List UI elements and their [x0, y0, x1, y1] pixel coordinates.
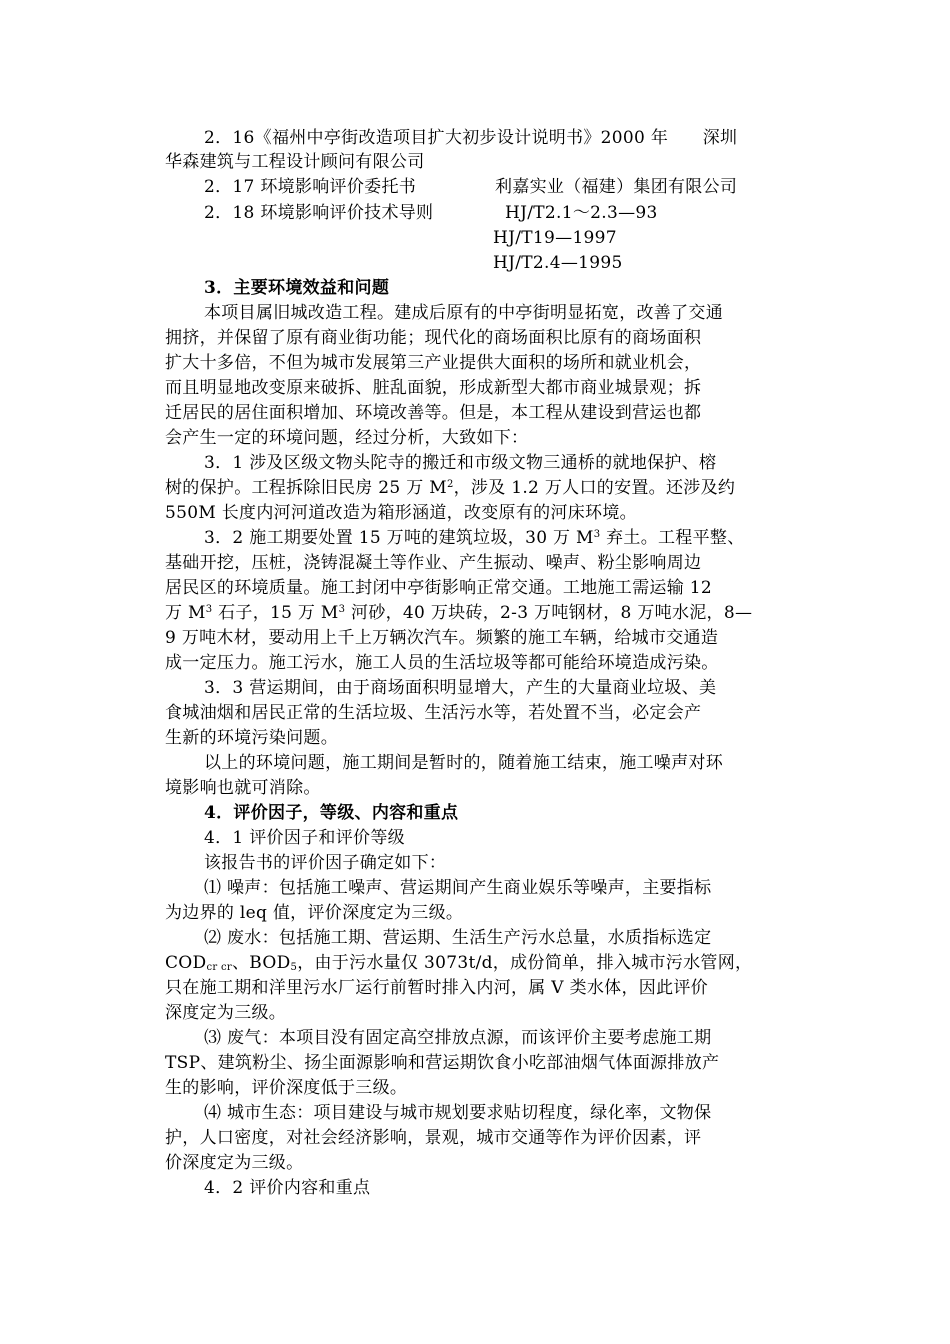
factor-eco-line1: ⑷ 城市生态：项目建设与城市规划要求贴切程度，绿化率，文物保	[204, 1103, 712, 1123]
s3-p1-line3: 扩大十多倍，不但为城市发展第三产业提供大面积的场所和就业机会，	[165, 353, 702, 373]
ref-2-18-title: 2．18 环境影响评价技术导则	[204, 203, 434, 223]
ref-2-16-line2: 华森建筑与工程设计顾问有限公司	[165, 152, 425, 172]
s3-summary-line2: 境影响也就可消除。	[165, 778, 321, 798]
factor-gas-line1: ⑶ 废气：本项目没有固定高空排放点源，而该评价主要考虑施工期	[204, 1028, 712, 1048]
ref-2-17-org: 利嘉实业（福建）集团有限公司	[495, 177, 738, 197]
s3-p1-line4: 而且明显地改变原来破拆、脏乱面貌，形成新型大都市商业城景观；拆	[165, 378, 702, 398]
s3-2-line5: 9 万吨木材，要动用上千上万辆次汽车。频繁的施工车辆，给城市交通造	[165, 628, 719, 648]
factor-water-line1: ⑵ 废水：包括施工期、营运期、生活生产污水总量，水质指标选定	[204, 928, 712, 948]
factor-eco-line2: 护，人口密度，对社会经济影响，景观，城市交通等作为评价因素，评	[165, 1128, 702, 1148]
s3-2-line1: 3．2 施工期要处置 15 万吨的建筑垃圾，30 万 $M^3$ 弃土。工程平整、	[204, 528, 745, 548]
s3-p1-line2: 拥挤，并保留了原有商业街功能；现代化的商场面积比原有的商场面积	[165, 328, 702, 348]
s3-2-line2: 基础开挖，压桩，浇铸混凝土等作业、产生振动、噪声、粉尘影响周边	[165, 553, 702, 573]
ref-2-16-line1: 2．16《福州中亭街改造项目扩大初步设计说明书》2000 年 深圳	[204, 128, 738, 148]
s3-p1-line5: 迁居民的居住面积增加、环境改善等。但是，本工程从建设到营运也都	[165, 403, 702, 423]
ref-2-18-std1: HJ/T2.1～2.3—93	[505, 203, 658, 223]
s3-3-line2: 食城油烟和居民正常的生活垃圾、生活污水等，若处置不当，必定会产	[165, 703, 702, 723]
factor-gas-line2: TSP、建筑粉尘、扬尘面源影响和营运期饮食小吃部油烟气体面源排放产	[165, 1053, 720, 1073]
s3-2-line3: 居民区的环境质量。施工封闭中亭街影响正常交通。工地施工需运输 12	[165, 578, 712, 598]
factor-water-line4: 深度定为三级。	[165, 1003, 287, 1023]
s3-p1-line1: 本项目属旧城改造工程。建成后原有的中亭街明显拓宽，改善了交通	[204, 303, 723, 323]
s3-p1-line6: 会产生一定的环境问题，经过分析，大致如下：	[165, 428, 529, 448]
s3-1-line1: 3．1 涉及区级文物头陀寺的搬迁和市级文物三通桥的就地保护、榕	[204, 453, 717, 473]
section-3-heading: 3．主要环境效益和问题	[204, 278, 390, 298]
section-4-heading: 4．评价因子，等级、内容和重点	[204, 803, 459, 823]
s3-3-line3: 生新的环境污染问题。	[165, 728, 338, 748]
subsection-4-2: 4．2 评价内容和重点	[204, 1178, 371, 1198]
s4-intro: 该报告书的评价因子确定如下：	[204, 853, 447, 873]
factor-eco-line3: 价深度定为三级。	[165, 1153, 304, 1173]
s3-1-line3: 550M 长度内河河道改造为箱形涵道，改变原有的河床环境。	[165, 503, 637, 523]
s3-1-line2: 树的保护。工程拆除旧民房 25 万 $M^2$，涉及 1.2 万人口的安置。还涉及约	[165, 478, 736, 498]
ref-2-18-std3: HJ/T2.4—1995	[493, 253, 623, 273]
s3-2-line6: 成一定压力。施工污水，施工人员的生活垃圾等都可能给环境造成污染。	[165, 653, 719, 673]
ref-2-18-std2: HJ/T19—1997	[493, 228, 617, 248]
factor-water-line2: $COD_{cr cr}$、$BOD_5$，由于污水量仅 3073t/d，成份简单，排入城市污水管网，	[165, 953, 753, 973]
factor-water-line3: 只在施工期和洋里污水厂运行前暂时排入内河，属 V 类水体，因此评价	[165, 978, 708, 998]
ref-2-17-title: 2．17 环境影响评价委托书	[204, 177, 417, 197]
factor-gas-line3: 生的影响，评价深度低于三级。	[165, 1078, 408, 1098]
factor-noise-line2: 为边界的 leq 值，评价深度定为三级。	[165, 903, 464, 923]
s3-2-line4: 万 $M^3$ 石子，15 万 $M^3$ 河砂，40 万块砖，2-3 万吨钢材，8 万吨水泥，8—	[165, 603, 753, 623]
factor-noise-line1: ⑴ 噪声：包括施工噪声、营运期间产生商业娱乐等噪声，主要指标	[204, 878, 712, 898]
s3-summary-line1: 以上的环境问题，施工期间是暂时的，随着施工结束，施工噪声对环	[204, 753, 723, 773]
s3-3-line1: 3．3 营运期间，由于商场面积明显增大，产生的大量商业垃圾、美	[204, 678, 717, 698]
subsection-4-1: 4．1 评价因子和评价等级	[204, 828, 405, 848]
